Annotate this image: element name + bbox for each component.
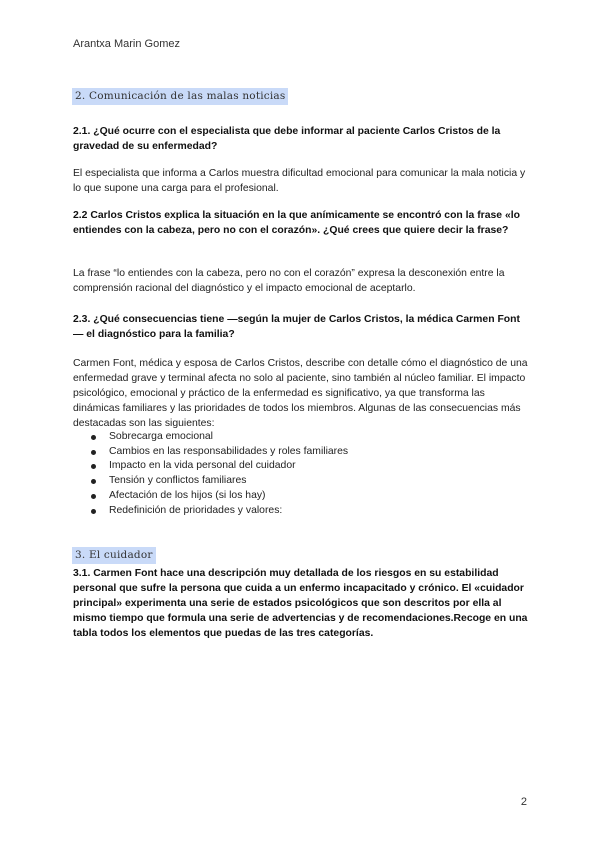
author-name: Arantxa Marin Gomez xyxy=(73,38,180,50)
question-2-2: 2.2 Carlos Cristos explica la situación en la que anímicamente se encontró con la frase «lo entiendes con la cabeza, pero no con el corazón». ¿Qué crees que quiere decir la frase? xyxy=(73,210,520,236)
question-3-1: 3.1. Carmen Font hace una descripción muy detallada de los riesgos en su estabilidad personal que sufre la persona que cuida a un enfermo incapacitado y crónico. El «cuidador principal» experimenta una serie de estados psicológicos que son descritos por ella al mismo tiempo que formula una serie de advertencias y de recomendaciones.Recoge en una tabla todos los elementos que puedas de las tres categorías. xyxy=(73,568,528,639)
answer-2-2: La frase “lo entiendes con la cabeza, pero no con el corazón” expresa la desconexión entre la comprensión racional del diagnóstico y el impacto emocional de aceptarlo. xyxy=(73,268,505,294)
list-item: Cambios en las responsabilidades y roles familiares xyxy=(73,445,348,460)
page-number: 2 xyxy=(520,796,527,808)
list-item: Afectación de los hijos (si los hay) xyxy=(73,489,348,504)
section-heading-2: 2. Comunicación de las malas noticias xyxy=(72,88,288,105)
list-item: Impacto en la vida personal del cuidador xyxy=(73,459,348,474)
question-2-1: 2.1. ¿Qué ocurre con el especialista que debe informar al paciente Carlos Cristos de la gravedad de su enfermedad? xyxy=(73,126,501,152)
list-item: Redefinición de prioridades y valores: xyxy=(73,504,348,519)
question-2-3: 2.3. ¿Qué consecuencias tiene —según la mujer de Carlos Cristos, la médica Carmen Font— el diagnóstico para la familia? xyxy=(73,314,520,340)
section-heading-3: 3. El cuidador xyxy=(72,547,156,564)
answer-2-3: Carmen Font, médica y esposa de Carlos Cristos, describe con detalle cómo el diagnóstico de una enfermedad grave y terminal afecta no solo al paciente, sino también al núcleo familiar. El impacto psicológico, emocional y práctico de la enfermedad es significativo, ya que transforma las dinámicas familiares y las prioridades de todos los miembros. Algunas de las consecuencias más destacadas son las siguientes: xyxy=(73,358,528,429)
list-item: Tensión y conflictos familiares xyxy=(73,474,348,489)
consequences-list xyxy=(73,430,348,518)
answer-2-1: El especialista que informa a Carlos muestra dificultad emocional para comunicar la mala noticia y lo que supone una carga para el profesional. xyxy=(73,168,526,194)
list-item: Sobrecarga emocional xyxy=(73,430,348,445)
